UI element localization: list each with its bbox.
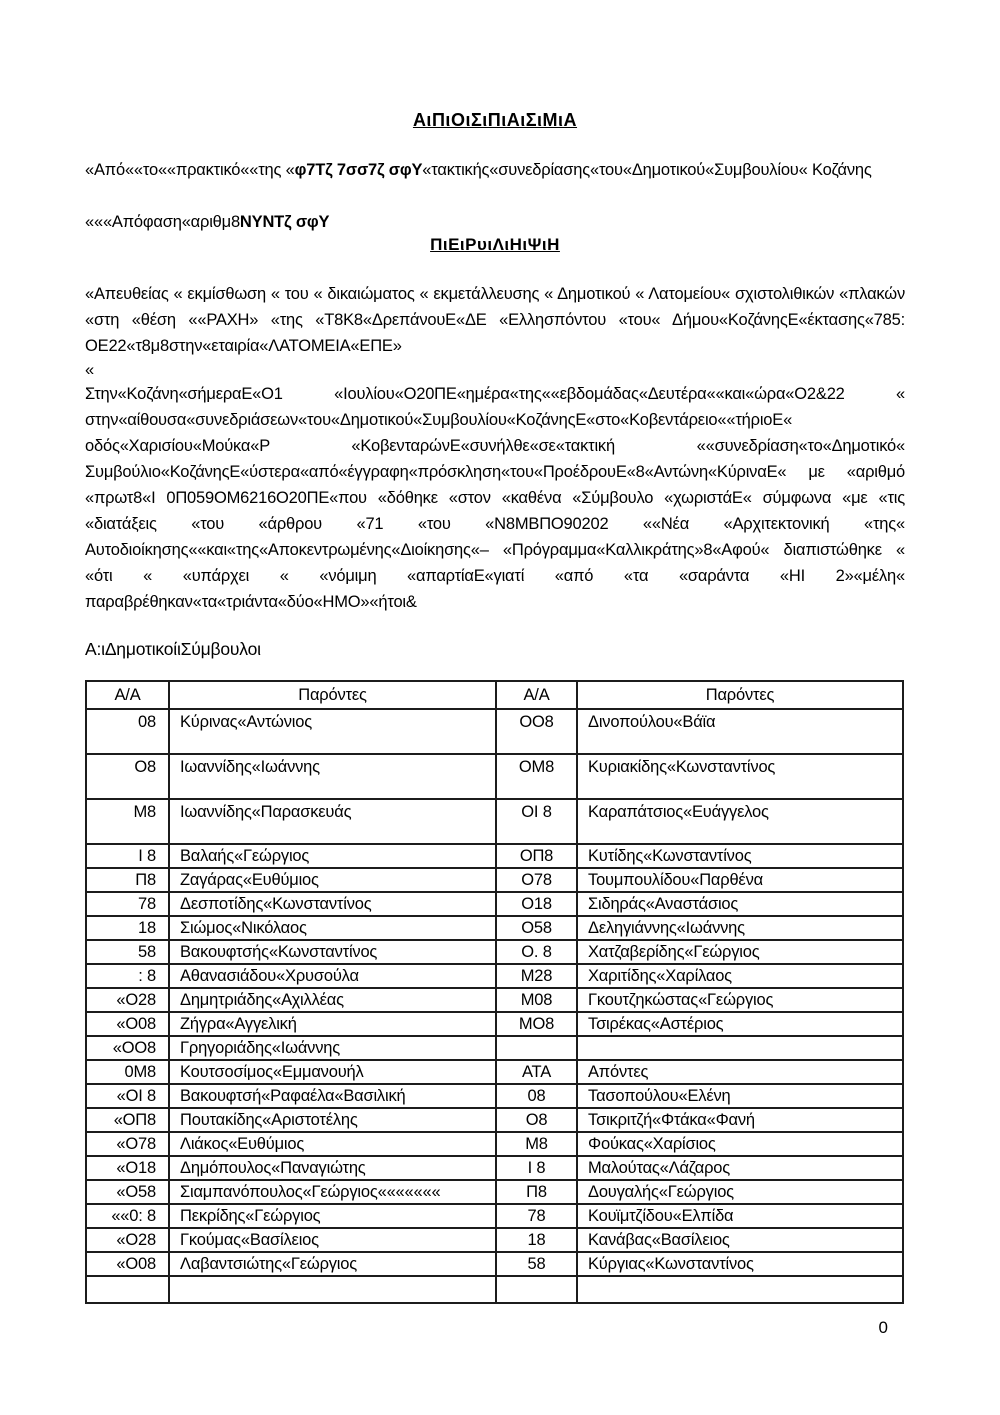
header-aa-left: Α/Α (86, 681, 169, 709)
member-name-cell: Τασοπούλου«Ελένη (577, 1084, 903, 1108)
aa-cell: «Ο78 (86, 1132, 169, 1156)
aa-cell: «ΟΟ8 (86, 1036, 169, 1060)
header-aa-right: Α/Α (496, 681, 577, 709)
aa-cell: «Ο28 (86, 988, 169, 1012)
header-row (86, 681, 903, 709)
member-name-cell: Σιώμος«Νικόλαος (169, 916, 496, 940)
aa-cell: Μ8 (86, 799, 169, 844)
table-row (86, 868, 903, 892)
header-present-right: Παρόντες (577, 681, 903, 709)
aa-cell: ΟΙ 8 (496, 799, 577, 844)
summary-paragraph: «Απευθείας « εκμίσθωση « του « δικαιώματος « εκμετάλλευσης « Δημοτικού « Λατομείου« σχιστολιθικών «πλακών «στη «θέση ««ΡΑΧΗ» «της «Τ8Κ8«ΔρεπάνουΕ«ΔΕ «Ελλησπόντου «του« Δήμου«ΚοζάνηςΕ«έκτασης«785: ΟΕ22«τ8μ8στην«εταιρία«ΛΑΤΟΜΕΙΑ«ΕΠΕ» (85, 285, 905, 355)
aa-cell (496, 1276, 577, 1303)
aa-cell: ΜΟ8 (496, 1012, 577, 1036)
table-row (86, 1252, 903, 1276)
table-row (86, 964, 903, 988)
aa-cell: ΑΤΑ (496, 1060, 577, 1084)
member-name-cell: Δημόπουλος«Παναγιώτης (169, 1156, 496, 1180)
aa-cell (496, 1036, 577, 1060)
member-name-cell: Κυτίδης«Κωνσταντίνος (577, 844, 903, 868)
decision-text-pre: «««Απόφαση«αριθμ8 (85, 213, 240, 231)
aa-cell: Ο18 (496, 892, 577, 916)
intro-text-pre: «Από««το««πρακτικό««της « (85, 161, 295, 179)
member-name-cell: Δεσποτίδης«Κωνσταντίνος (169, 892, 496, 916)
member-name-cell: Τσιρέκας«Αστέριος (577, 1012, 903, 1036)
table-row (86, 844, 903, 868)
member-name-cell: Δουγαλής«Γεώργιος (577, 1180, 903, 1204)
aa-cell: Μ08 (496, 988, 577, 1012)
aa-cell: «Ο18 (86, 1156, 169, 1180)
member-name-cell: Κουτσοσίμος«Εμμανουήλ (169, 1060, 496, 1084)
member-name-cell: Γρηγοριάδης«Ιωάννης (169, 1036, 496, 1060)
member-name-cell: Πουτακίδης«Αριστοτέλης (169, 1108, 496, 1132)
aa-cell: «ΟΠ8 (86, 1108, 169, 1132)
member-name-cell: Λαβαντσιώτης«Γεώργιος (169, 1252, 496, 1276)
aa-cell: ΟΠ8 (496, 844, 577, 868)
intro-paragraph (85, 157, 905, 183)
aa-cell: Ο78 (496, 868, 577, 892)
table-row (86, 1276, 903, 1303)
decision-text-bold: ΝΥΝΤζ σφΥ (239, 213, 330, 231)
member-name-cell: Μαλούτας«Λάζαρος (577, 1156, 903, 1180)
table-row (86, 940, 903, 964)
member-name-cell: Βακουφτσή«Ραφαέλα«Βασιλική (169, 1084, 496, 1108)
aa-cell: Ι 8 (496, 1156, 577, 1180)
member-name-cell: Ζήγρα«Αγγελική (169, 1012, 496, 1036)
aa-cell: 58 (496, 1252, 577, 1276)
table-row (86, 1228, 903, 1252)
table-row (86, 709, 903, 754)
member-name-cell (577, 1276, 903, 1303)
intro-text-post: «τακτικής«συνεδρίασης«του«Δημοτικού«Συμβουλίου« Κοζάνης (422, 161, 872, 179)
aa-cell: 78 (86, 892, 169, 916)
body-paragraph: Στην«Κοζάνη«σήμεραΕ«Ο1 «Ιουλίου«Ο20ΠΕ«ημέρα«της««εβδομάδας«Δευτέρα««και«ώρα«Ο2&22 « στην«αίθουσα«συνεδριάσεων«του«Δημοτικού«Συμβουλίου«ΚοζάνηςΕ«στο«Κοβεντάρειο««τήριοΕ« οδός«Χαρισίου«Μούκα«Ρ «ΚοβενταρώνΕ«συνήλθε«σε«τακτική ««συνεδρίαση«το«Δημοτικό« Συμβούλιο«ΚοζάνηςΕ«ύστερα«από«έγγραφη«πρόσκληση«του«ΠροέδρουΕ«8«Αντώνη«ΚύριναΕ« με «αριθμό «πρωτ8«Ι 0Π059ΟΜ6216Ο20ΠΕ«που «δόθηκε «στον «καθένα «Σύμβουλο «χωριστάΕ« σύμφωνα «με «τις «διατάξεις «του «άρθρου «71 «του «Ν8ΜΒΠΟ90202 ««Νέα «Αρχιτεκτονική «της« Αυτοδιοίκησης««και«της«Αποκεντρωμένης«Διοίκησης«– «Πρόγραμμα«Καλλικράτης»8«Αφού« διαπιστώθηκε « «ότι « «υπάρχει « «νόμιμη «απαρτίαΕ«γιατί «από «τα «σαράντα «ΗΙ 2»«μέλη« παραβρέθηκαν«τα«τριάντα«δύο«ΗΜΟ»«ήτοι& (85, 385, 905, 611)
member-name-cell: Χατζαβερίδης«Γεώργιος (577, 940, 903, 964)
table-row (86, 1180, 903, 1204)
member-name-cell: Βαλαής«Γεώργιος (169, 844, 496, 868)
table-row (86, 1036, 903, 1060)
aa-cell: 0Μ8 (86, 1060, 169, 1084)
member-name-cell: Δινοπούλου«Βάϊα (577, 709, 903, 754)
aa-cell: «Ο58 (86, 1180, 169, 1204)
aa-cell: 18 (86, 916, 169, 940)
aa-cell: «Ο28 (86, 1228, 169, 1252)
table-row (86, 799, 903, 844)
members-table (85, 680, 904, 1304)
aa-cell: ««0: 8 (86, 1204, 169, 1228)
member-name-cell: Πεκρίδης«Γεώργιος (169, 1204, 496, 1228)
aa-cell: Ο58 (496, 916, 577, 940)
aa-cell: Μ8 (496, 1132, 577, 1156)
aa-cell: Μ28 (496, 964, 577, 988)
member-name-cell: Τουμπουλίδου«Παρθένα (577, 868, 903, 892)
member-name-cell: Κύρινας«Αντώνιος (169, 709, 496, 754)
table-row (86, 988, 903, 1012)
document-title: ΑιΠιΟιΣιΠιΑιΣιΜιΑ (412, 110, 578, 130)
aa-cell: 08 (496, 1084, 577, 1108)
table-row (86, 1084, 903, 1108)
member-name-cell: Φούκας«Χαρίσιος (577, 1132, 903, 1156)
member-name-cell: Ιωαννίδης«Παρασκευάς (169, 799, 496, 844)
member-name-cell: Σιδηράς«Αναστάσιος (577, 892, 903, 916)
member-name-cell: Βακουφτσής«Κωνσταντίνος (169, 940, 496, 964)
member-name-cell (169, 1276, 496, 1303)
member-name-cell: Απόντες (577, 1060, 903, 1084)
members-section-heading: Α:ιΔημοτικοίιΣύμβουλοι (85, 639, 261, 659)
aa-cell: ΟΜ8 (496, 754, 577, 799)
aa-cell: : 8 (86, 964, 169, 988)
aa-cell: Ο8 (86, 754, 169, 799)
page-number: 0 (878, 1318, 888, 1337)
header-present-left: Παρόντες (169, 681, 496, 709)
member-name-cell: Καραπάτσιος«Ευάγγελος (577, 799, 903, 844)
table-row (86, 1204, 903, 1228)
aa-cell: Π8 (86, 868, 169, 892)
table-row (86, 754, 903, 799)
member-name-cell: Γκουτζηκώστας«Γεώργιος (577, 988, 903, 1012)
aa-cell: Ο. 8 (496, 940, 577, 964)
member-name-cell: Ιωαννίδης«Ιωάννης (169, 754, 496, 799)
members-table-body (86, 709, 903, 1303)
aa-cell: «ΟΙ 8 (86, 1084, 169, 1108)
table-row (86, 892, 903, 916)
table-row (86, 1156, 903, 1180)
member-name-cell: Σιαμπανόπουλος«Γεώργιος««««««« (169, 1180, 496, 1204)
table-row (86, 916, 903, 940)
member-name-cell: Χαριτίδης«Χαρίλαος (577, 964, 903, 988)
table-row (86, 1060, 903, 1084)
member-name-cell: Κανάβας«Βασίλειος (577, 1228, 903, 1252)
member-name-cell: Δεληγιάννης«Ιωάννης (577, 916, 903, 940)
member-name-cell: Κυριακίδης«Κωνσταντίνος (577, 754, 903, 799)
summary-heading: ΠιΕιΡυιΛιΗιΨιΗ (430, 235, 560, 254)
member-name-cell: Κύργιας«Κωνσταντίνος (577, 1252, 903, 1276)
aa-cell: Ι 8 (86, 844, 169, 868)
member-name-cell: Ζαγάρας«Ευθύμιος (169, 868, 496, 892)
intro-text-bold: φ7Τζ 7σσ7ζ σφΥ (294, 161, 423, 179)
table-row (86, 1108, 903, 1132)
aa-cell: ΟΟ8 (496, 709, 577, 754)
table-row (86, 1012, 903, 1036)
table-row (86, 1132, 903, 1156)
aa-cell: 58 (86, 940, 169, 964)
member-name-cell (577, 1036, 903, 1060)
members-table-header (86, 681, 903, 709)
aa-cell: 08 (86, 709, 169, 754)
aa-cell (86, 1276, 169, 1303)
aa-cell: «Ο08 (86, 1252, 169, 1276)
member-name-cell: Αθανασιάδου«Χρυσούλα (169, 964, 496, 988)
aa-cell: Ο8 (496, 1108, 577, 1132)
member-name-cell: Κουϊμτζίδου«Ελπίδα (577, 1204, 903, 1228)
member-name-cell: Λιάκος«Ευθύμιος (169, 1132, 496, 1156)
aa-cell: 78 (496, 1204, 577, 1228)
aa-cell: Π8 (496, 1180, 577, 1204)
stray-guillemet: « (85, 361, 95, 379)
member-name-cell: Τσικριτζή«Φτάκα«Φανή (577, 1108, 903, 1132)
aa-cell: «Ο08 (86, 1012, 169, 1036)
aa-cell: 18 (496, 1228, 577, 1252)
member-name-cell: Δημητριάδης«Αχιλλέας (169, 988, 496, 1012)
member-name-cell: Γκούμας«Βασίλειος (169, 1228, 496, 1252)
decision-number-line (85, 209, 905, 235)
